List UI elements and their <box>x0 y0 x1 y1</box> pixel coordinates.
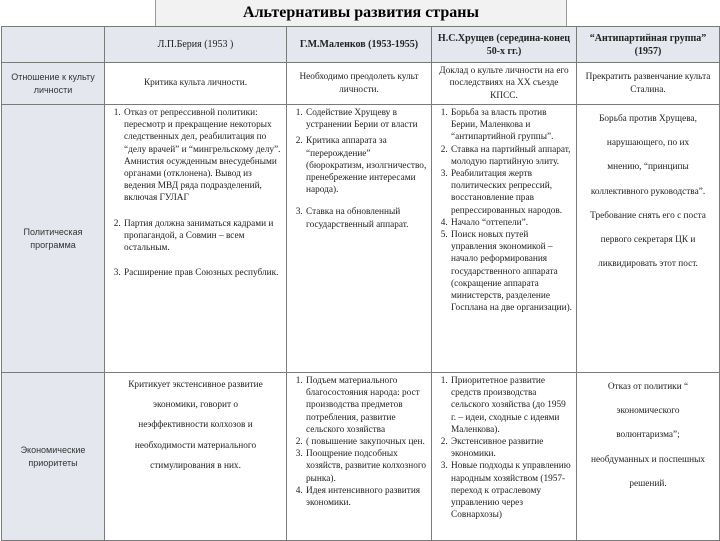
header-beria: Л.П.Берия (1953 ) <box>105 27 287 63</box>
politics-malenkov <box>287 105 432 373</box>
economy-beria <box>105 373 287 541</box>
corner-cell <box>2 27 105 63</box>
list-item: 2. Критика аппарата за “перерождение” (бюрократизм, изолгничество, пренебрежение интересами народа). <box>305 135 428 196</box>
politics-antiparty <box>577 105 720 373</box>
politics-beria <box>105 105 287 373</box>
cult-khrushchev: Доклад о культе личности на его последствиях на XX съезде КПСС. <box>432 63 577 105</box>
text-line: экономики, говорит о <box>153 400 238 411</box>
alternatives-table <box>1 26 720 541</box>
header-malenkov: Г.М.Маленков (1953-1955) <box>287 27 432 63</box>
list-item: 2. ( повышение закупочных цен. <box>305 436 428 448</box>
text-line: мнению, “принципы <box>607 162 689 173</box>
text-line: неэффективности колхозов и <box>138 420 253 431</box>
header-antiparty: “Антипартийная группа” (1957) <box>577 27 720 63</box>
list-item: 2. Экстенсивное развитие экономики. <box>450 436 573 460</box>
text-line: волюнтаризма”; <box>616 430 680 441</box>
list-item: 3. Новые подходы к управлению народным хозяйством (1957- переход к отраслевому управлению через Совнархозы) <box>450 460 573 521</box>
list-item: 1. Отказ от репрессивной политики: пересмотр и прекращение некоторых следственных дел, реабилитация по “делу врачей” и “мингрельскому делу”. Амнистия осужденным внесудебными органами (отклонена). Вывод из ведения МВД ряда подразделений, включая ГУЛАГ <box>123 107 283 205</box>
list-item: 3. Поощрение подсобных хозяйств, развитие колхозного рынка). <box>305 448 428 485</box>
list-item: 2. Ставка на партийный аппарат, молодую партийную элиту. <box>450 144 573 168</box>
cult-malenkov: Необходимо преодолеть культ личности. <box>287 63 432 105</box>
text-line: первого секретаря ЦК и <box>600 235 696 246</box>
list-item: 1. Борьба за власть против Берии, Маленкова и “антипартийной группы”. <box>450 107 573 144</box>
list-item: 5. Поиск новых путей управления экономикой – начало реформирования государственного аппарата (сокращение аппарата министерств, разделение Госплана на две организации). <box>450 229 573 314</box>
list-item: 2. Партия должна заниматься кадрами и пропагандой, а Совмин – всем остальным. <box>123 218 283 255</box>
economy-malenkov <box>287 373 432 541</box>
text-line: экономического <box>616 406 680 417</box>
list-item: 3. Расширение прав Союзных республик. <box>123 267 283 279</box>
text-line: Требование снять его с поста <box>590 210 706 221</box>
list-item: 1. Содействие Хрущеву в устранении Берии от власти <box>305 107 428 131</box>
politics-khrushchev <box>432 105 577 373</box>
cult-antiparty: Прекратить развенчание культа Сталина. <box>577 63 720 105</box>
list-item: 4. Идея интенсивного развития экономики. <box>305 485 428 509</box>
list-item: 4. Начало “оттепели”. <box>450 217 573 229</box>
row-label-economy: Экономические приоритеты <box>2 373 105 541</box>
text-line: нарушающего, по их <box>606 138 690 149</box>
text-line: коллективного руководства”. <box>590 186 706 197</box>
text-line: Критикует экстенсивное развитие <box>128 380 263 390</box>
row-label-cult: Отношение к культу личности <box>2 63 105 105</box>
text-line: ликвидировать этот пост. <box>598 259 698 270</box>
economy-antiparty <box>577 373 720 541</box>
economy-khrushchev <box>432 373 577 541</box>
list-item: 1. Приоритетное развитие средств производства сельского хозяйства (до 1959 г. – идеи, сходные с идеями Маленкова). <box>450 375 573 436</box>
text-line: стимулирования в них. <box>150 460 241 471</box>
list-item: 1. Подъем материального благосостояния народа: рост производства предметов потребления, развитие сельского хозяйства <box>305 375 428 436</box>
text-line: необходимости материального <box>134 440 257 451</box>
text-line: Борьба против Хрущева, <box>599 114 697 124</box>
header-khrushchev: Н.С.Хрущев (середина-конец 50-х гг.) <box>432 27 577 63</box>
cult-beria: Критика культа личности. <box>105 63 287 105</box>
list-item: 3. Реабилитация жертв политических репрессий, восстановление прав репрессированных народов. <box>450 168 573 217</box>
text-line: решений. <box>629 478 667 489</box>
row-label-politics: Политическая программа <box>2 105 105 373</box>
text-line: Отказ от политики “ <box>607 382 689 392</box>
list-item: 3. Ставка на обновленный государственный аппарат. <box>305 206 428 230</box>
page-title: Альтернативы развития страны <box>155 0 567 27</box>
text-line: необдуманных и поспешных <box>590 454 706 465</box>
